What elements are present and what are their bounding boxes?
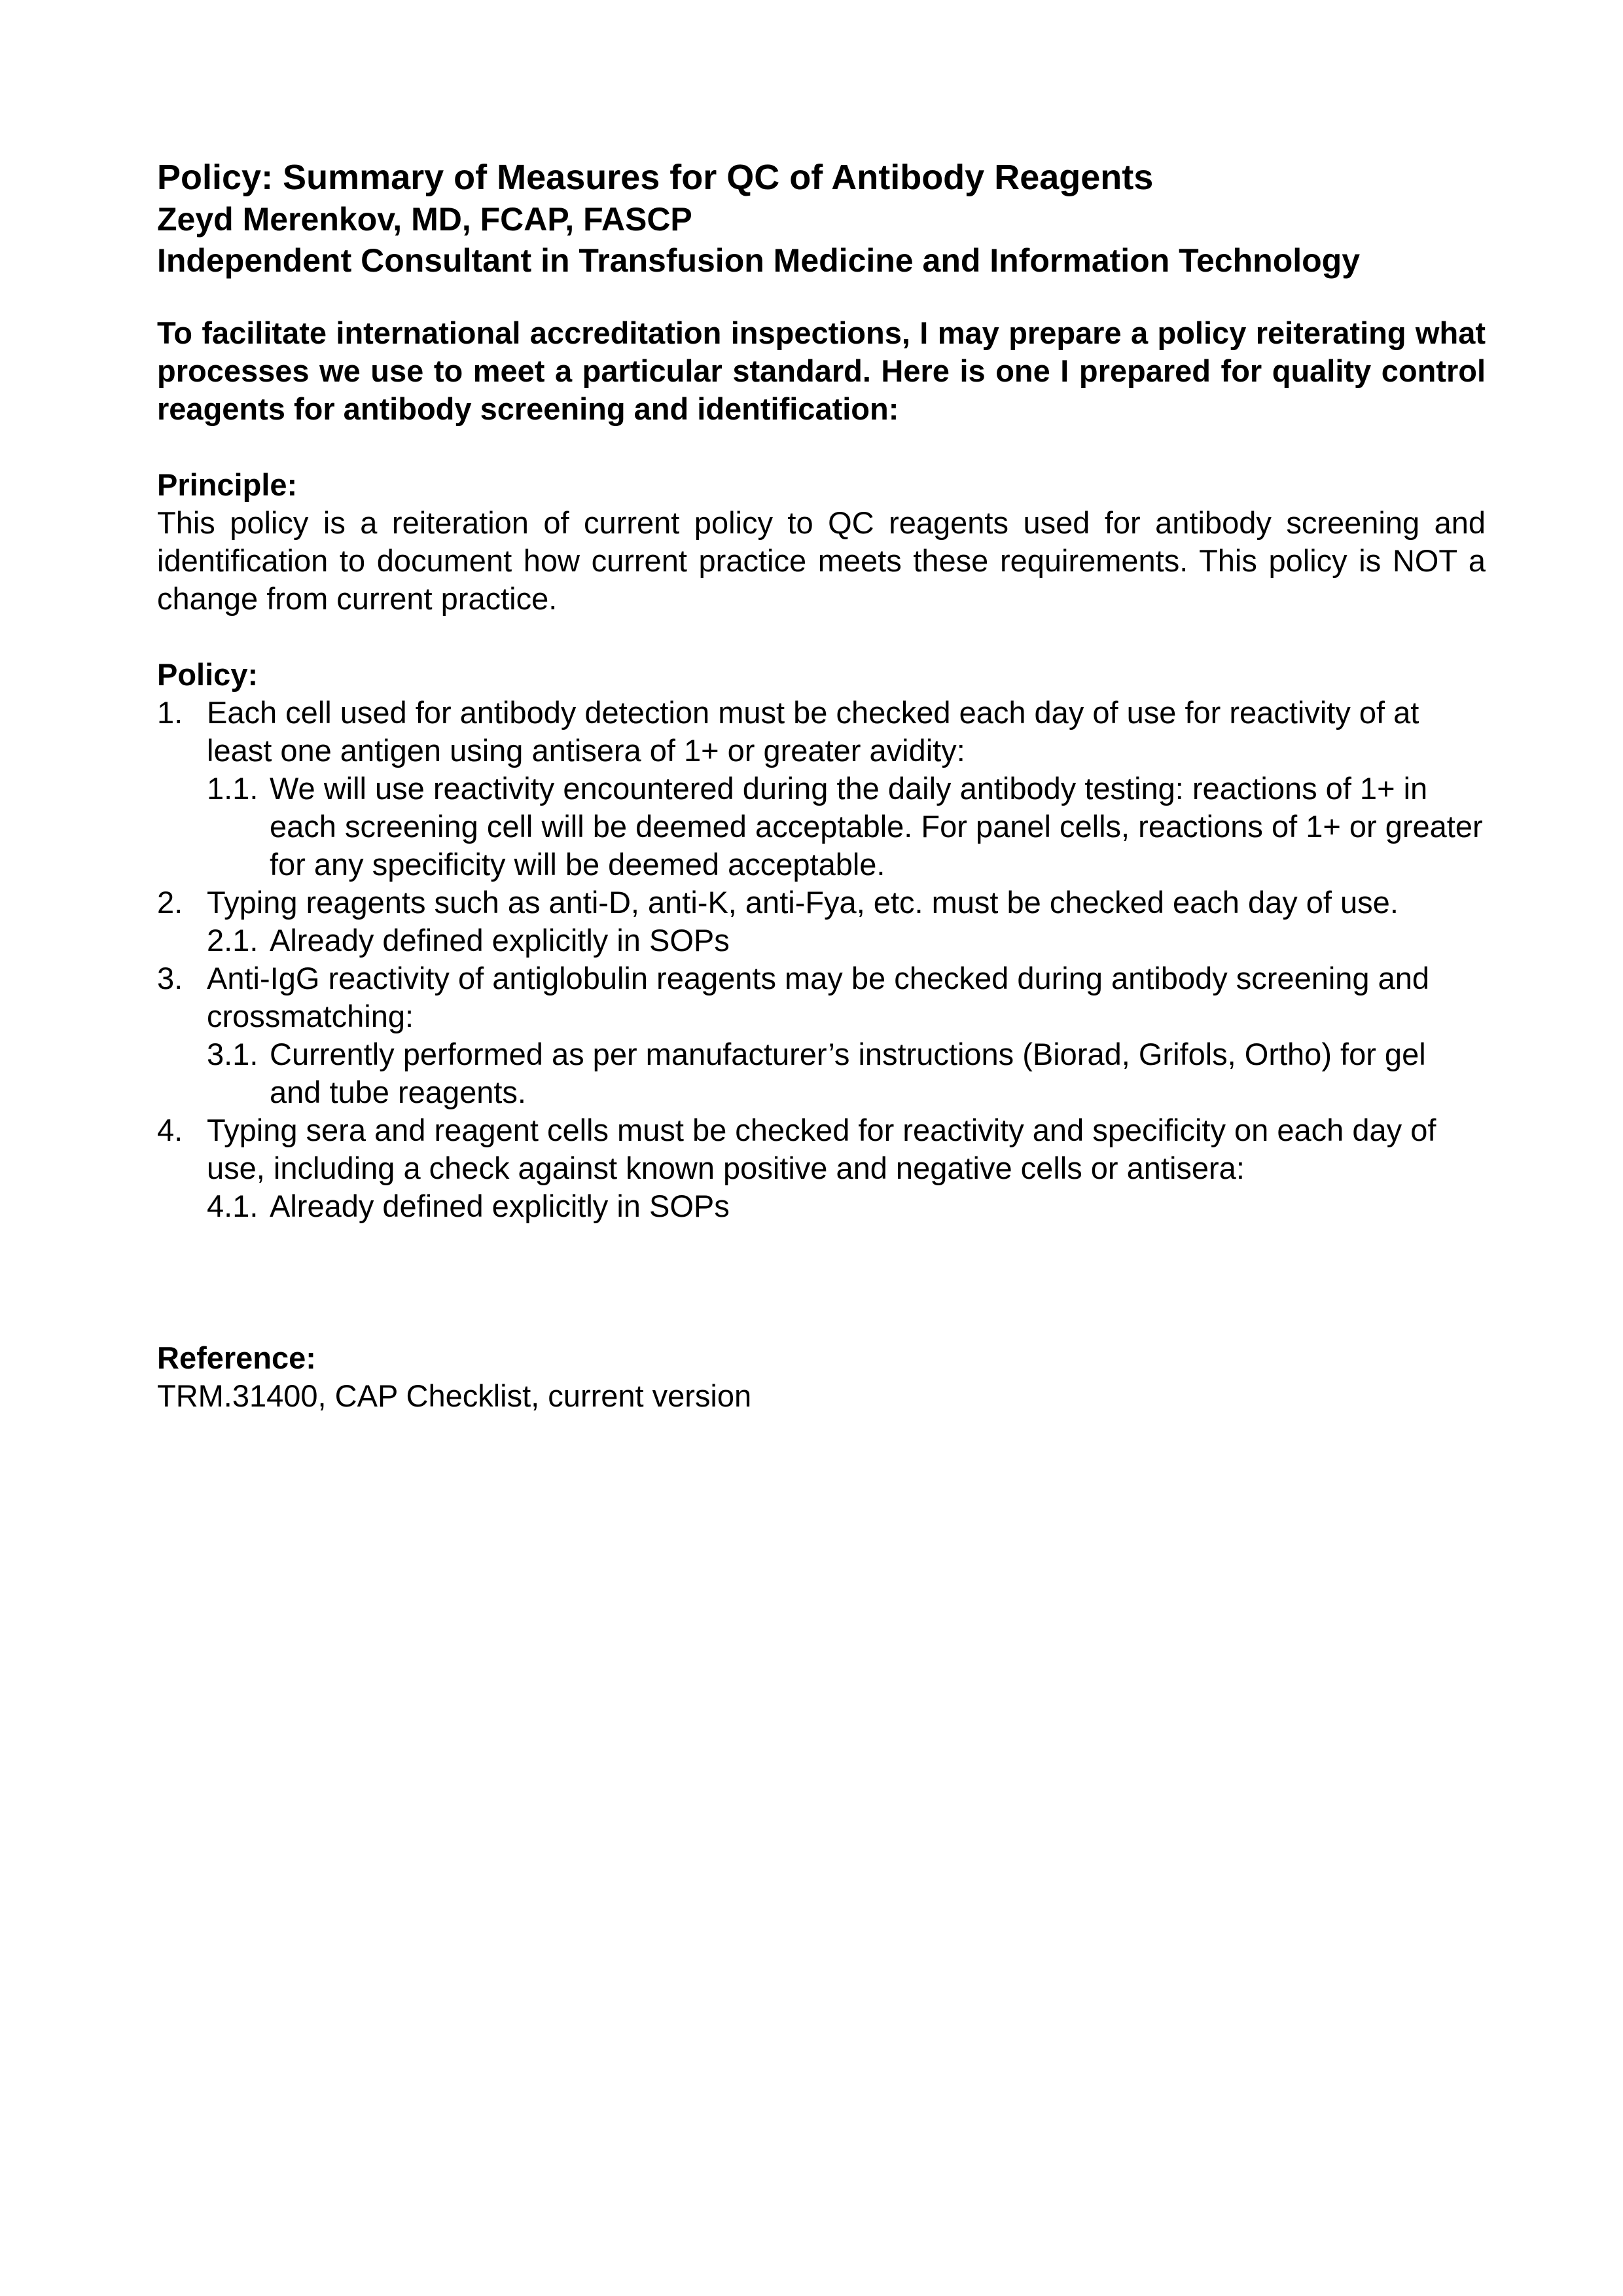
policy-subitem — [157, 1187, 1486, 1225]
document-title: Policy: Summary of Measures for QC of Antibody Reagents — [157, 158, 1154, 197]
policy-item-number: 3. — [157, 961, 183, 996]
policy-subitem — [157, 922, 1486, 960]
author-name: Zeyd Merenkov, MD, FCAP, FASCP — [157, 201, 692, 238]
policy-item-main — [157, 960, 1486, 1035]
policy-section — [157, 656, 1486, 1225]
principle-text: This policy is a reiteration of current policy to QC reagents used for antibody screening and identification to document how current practice meets these requirements. This policy is NOT a change from current practice. — [157, 505, 1486, 616]
policy-subitem-text: We will use reactivity encountered during the daily antibody testing: reactions of 1+ in each screening cell will be deemed acceptable. For panel cells, reactions of 1+ or greater for any specificity will be deemed acceptable. — [270, 771, 1483, 882]
policy-subitem — [157, 1035, 1486, 1111]
policy-item-main — [157, 694, 1486, 770]
policy-subitem-text: Already defined explicitly in SOPs — [270, 923, 730, 958]
principle-heading: Principle: — [157, 467, 298, 502]
policy-subitem-number: 3.1. — [207, 1037, 259, 1071]
policy-item-text: Each cell used for antibody detection must be checked each day of use for reactivity of at least one antigen using antisera of 1+ or greater avidity: — [207, 695, 1419, 768]
policy-subitem-text: Already defined explicitly in SOPs — [270, 1189, 730, 1223]
policy-item-main — [157, 1111, 1486, 1187]
policy-item — [157, 960, 1486, 1111]
policy-item-number: 4. — [157, 1113, 183, 1147]
policy-item — [157, 694, 1486, 884]
policy-heading: Policy: — [157, 657, 259, 692]
policy-item — [157, 1111, 1486, 1225]
policy-item-number: 2. — [157, 885, 183, 920]
policy-subitem-number: 2.1. — [207, 923, 259, 958]
policy-subitem-number: 4.1. — [207, 1189, 259, 1223]
reference-text: TRM.31400, CAP Checklist, current version — [157, 1378, 752, 1413]
author-affiliation: Independent Consultant in Transfusion Medicine and Information Technology — [157, 242, 1361, 279]
policy-subitem — [157, 770, 1486, 884]
policy-subitem-number: 1.1. — [207, 771, 259, 806]
policy-list — [157, 694, 1486, 1225]
policy-item-text: Typing sera and reagent cells must be checked for reactivity and specificity on each day of use, including a check against known positive and negative cells or antisera: — [207, 1113, 1436, 1185]
document-content — [157, 156, 1486, 1415]
reference-section — [157, 1339, 1486, 1415]
policy-subitem-text: Currently performed as per manufacturer’s instructions (Biorad, Grifols, Ortho) for gel and tube reagents. — [270, 1037, 1426, 1109]
intro-paragraph: To facilitate international accreditation inspections, I may prepare a policy reiterating what processes we use to meet a particular standard. Here is one I prepared for quality control reagents for antibody screening and identification: — [157, 315, 1486, 426]
reference-heading: Reference: — [157, 1340, 316, 1375]
principle-section — [157, 466, 1486, 618]
policy-item-text: Anti-IgG reactivity of antiglobulin reagents may be checked during antibody screening and crossmatching: — [207, 961, 1430, 1033]
policy-item-number: 1. — [157, 695, 183, 730]
policy-item — [157, 884, 1486, 960]
policy-item-text: Typing reagents such as anti-D, anti-K, anti-Fya, etc. must be checked each day of use. — [207, 885, 1399, 920]
policy-item-main — [157, 884, 1486, 922]
